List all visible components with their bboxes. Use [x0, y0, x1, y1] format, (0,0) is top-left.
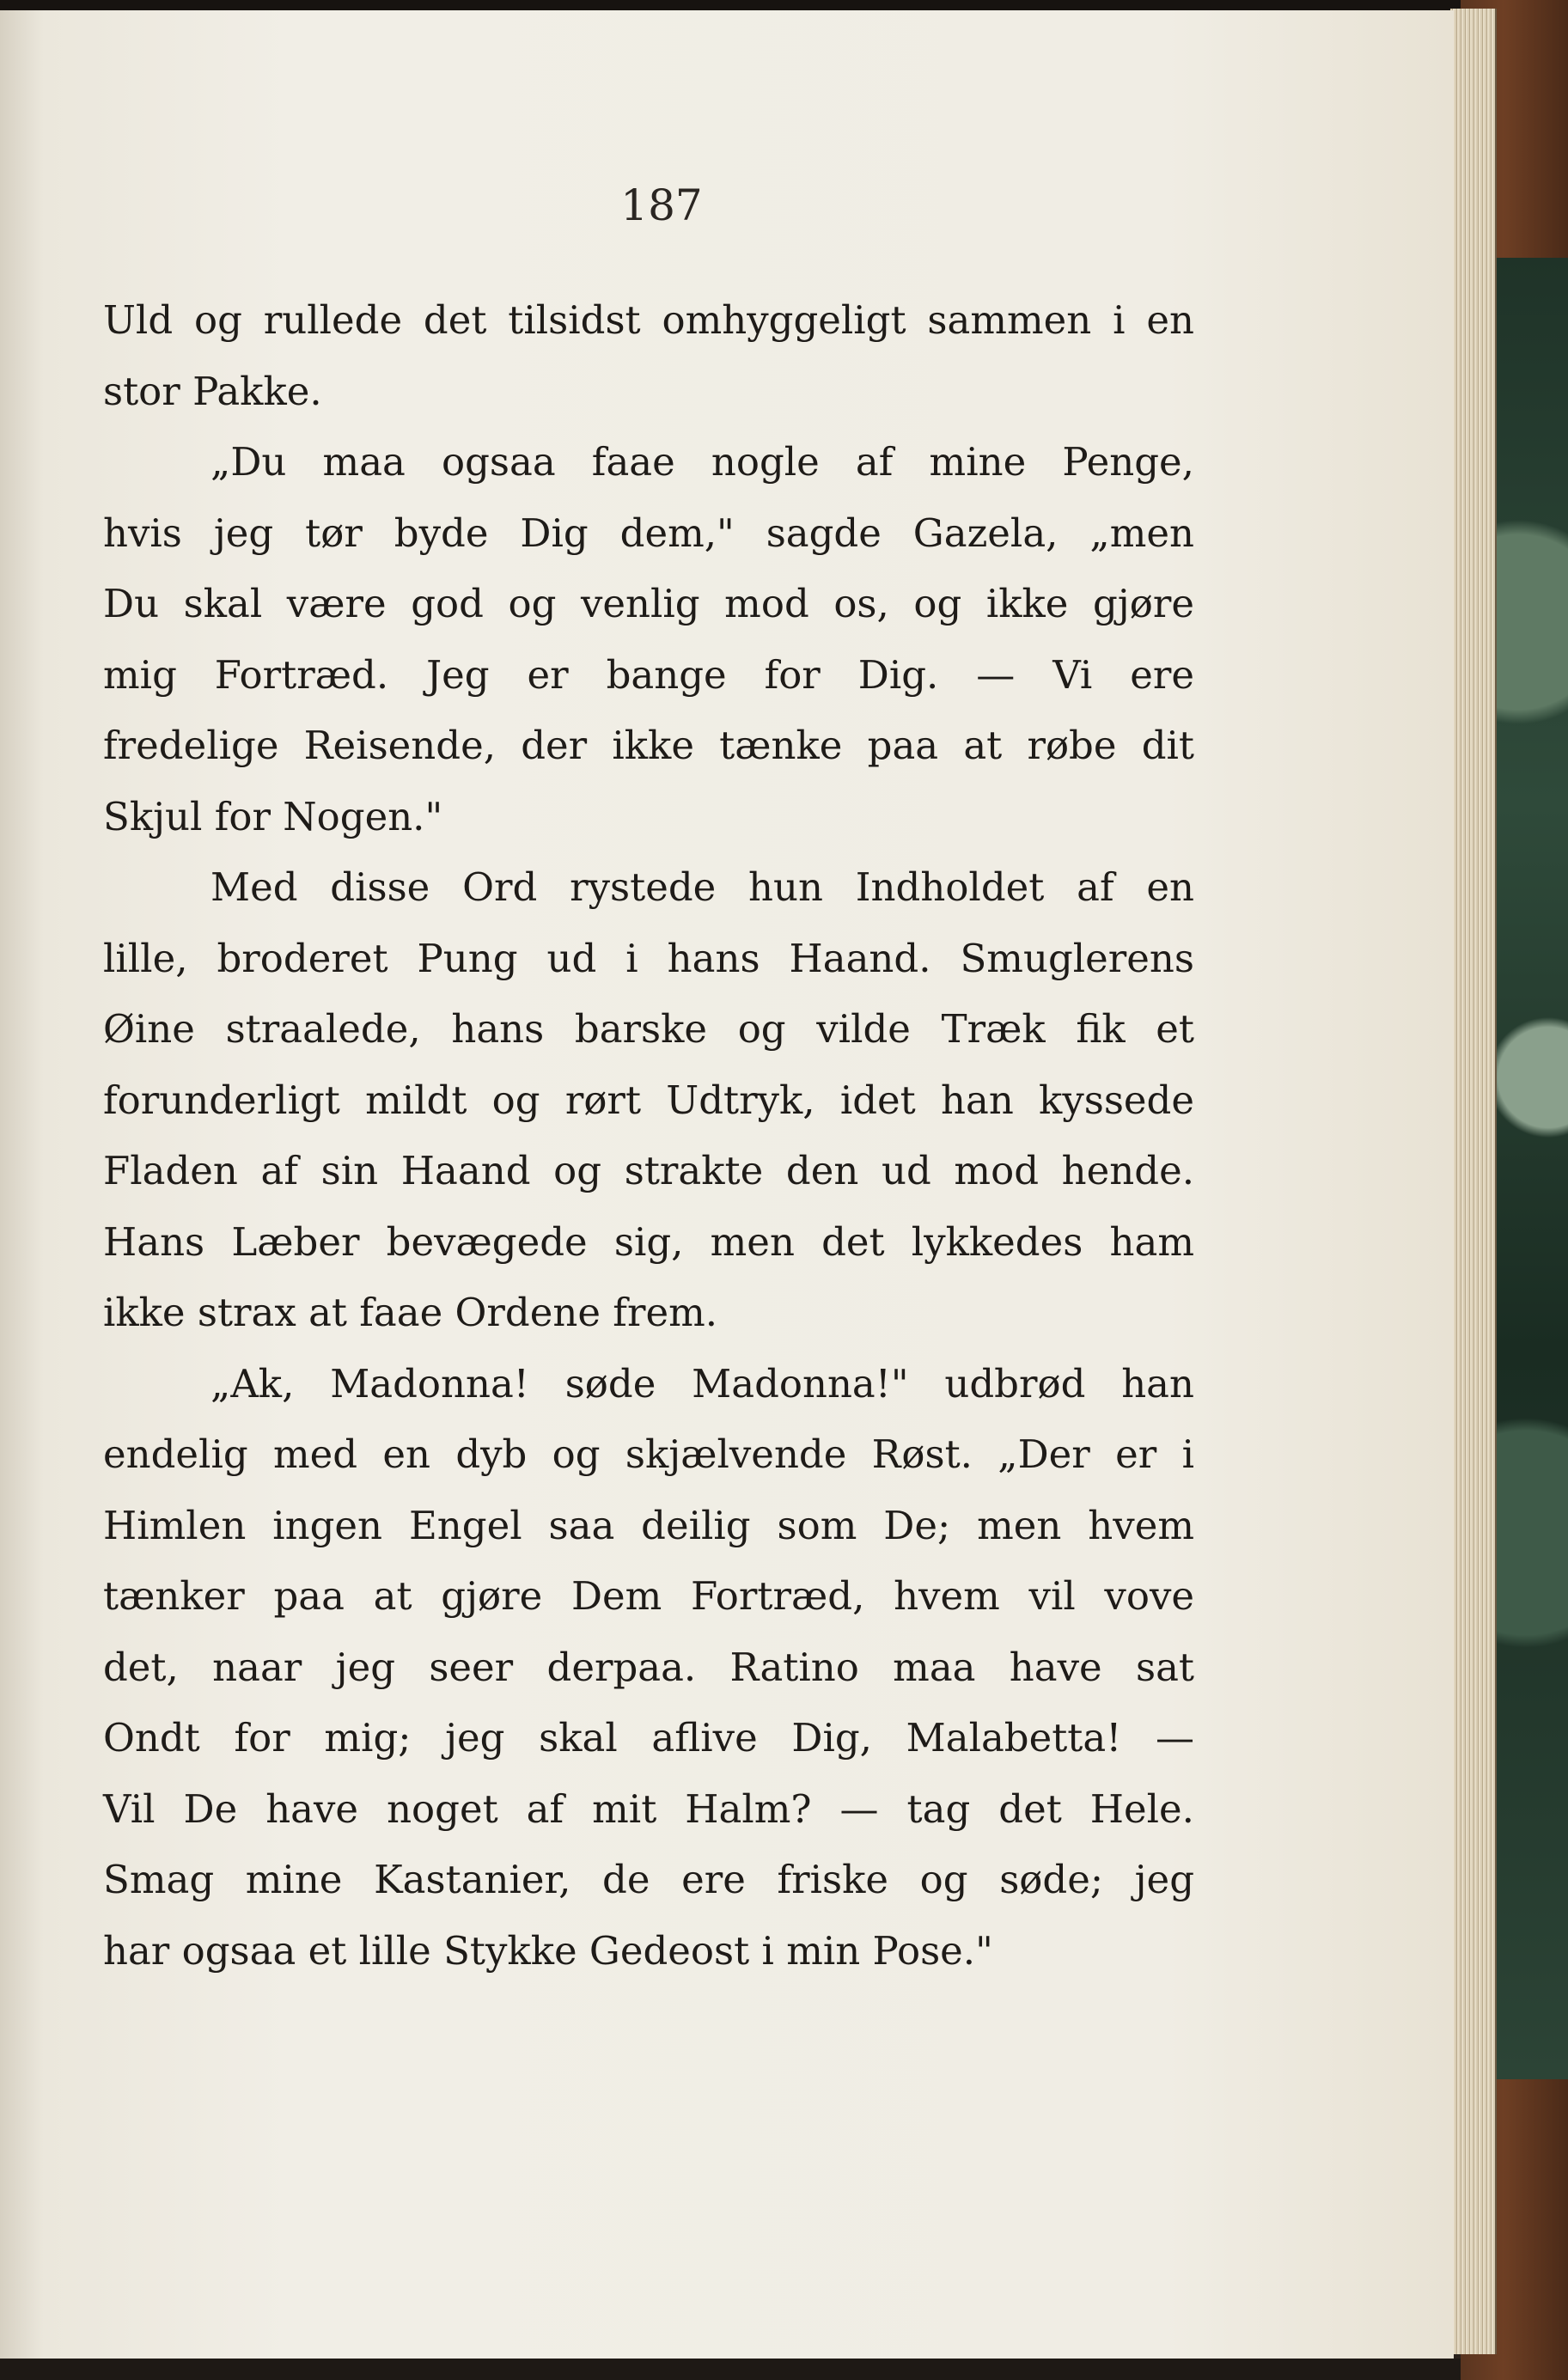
marbled-cover-paper: [1493, 258, 1568, 2079]
text-line: Fladen af sin Haand og strakte den ud mod hende.: [103, 1148, 1194, 1193]
text-line: det, naar jeg seer derpaa. Ratino maa have sat: [103, 1644, 1194, 1690]
text-line: Du skal være god og venlig mod os, og ikke gjøre: [103, 581, 1194, 626]
text-line: Øine straalede, hans barske og vilde Træk fik et: [103, 1006, 1194, 1052]
text-line: fredelige Reisende, der ikke tænke paa at røbe dit: [103, 723, 1194, 768]
text-line: Skjul for Nogen.": [103, 793, 443, 839]
text-line: Himlen ingen Engel saa deilig som De; men hvem: [103, 1502, 1194, 1548]
text-line: „Du maa ogsaa faae nogle af mine Penge,: [210, 439, 1194, 485]
text-line: mig Fortræd. Jeg er bange for Dig. — Vi ere: [103, 651, 1194, 698]
text-line: stor Pakke.: [103, 368, 322, 414]
text-line: Vil De have noget af mit Halm? — tag det Hele.: [103, 1785, 1194, 1832]
text-line: Uld og rullede det tilsidst omhyggeligt sammen i en: [103, 297, 1194, 343]
text-line: „Ak, Madonna! søde Madonna!" udbrød han: [210, 1360, 1194, 1407]
page-number: 187: [620, 180, 703, 230]
text-line: endelig med en dyb og skjælvende Røst. „Der er i: [103, 1431, 1194, 1477]
scan-top-border: [0, 0, 1568, 10]
page-stack-edge: [1450, 9, 1497, 2354]
text-line: Hans Læber bevægede sig, men det lykkedes ham: [103, 1218, 1194, 1265]
scan-bottom-border: [0, 2359, 1461, 2380]
text-line: Med disse Ord rystede hun Indholdet af en: [210, 864, 1194, 910]
text-line: har ogsaa et lille Stykke Gedeost i min Pose.": [103, 1927, 993, 1974]
text-line: lille, broderet Pung ud i hans Haand. Smuglerens: [103, 935, 1194, 981]
page-paper: [0, 10, 1454, 2360]
text-line: forunderligt mildt og rørt Udtryk, idet han kyssede: [103, 1077, 1194, 1123]
text-line: ikke strax at faae Ordene frem.: [103, 1290, 718, 1335]
text-line: hvis jeg tør byde Dig dem," sagde Gazela, „men: [103, 510, 1194, 556]
text-line: tænker paa at gjøre Dem Fortræd, hvem vil vove: [103, 1573, 1194, 1619]
text-line: Ondt for mig; jeg skal aflive Dig, Malabetta! —: [103, 1715, 1194, 1761]
body-text: [103, 285, 1194, 1986]
text-line: Smag mine Kastanier, de ere friske og søde; jeg: [103, 1857, 1194, 1902]
